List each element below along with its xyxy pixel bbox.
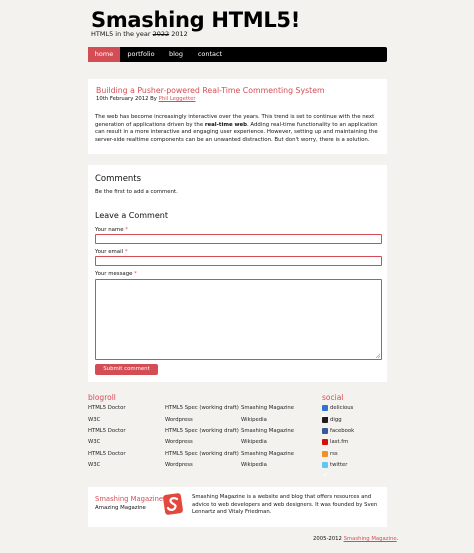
message-textarea[interactable] <box>95 279 382 360</box>
blogroll-link[interactable]: Wikipedia <box>241 439 267 445</box>
blogroll-link[interactable]: Smashing Magazine <box>241 451 295 457</box>
blogroll-link[interactable]: W3C <box>88 417 101 423</box>
social-link-facebook[interactable]: facebook <box>330 428 355 434</box>
post-body-text-1: The web has become increasingly interactive over the years. This trend is set to continue with the next generation of applications driven by the <box>95 114 375 128</box>
blogroll-link[interactable]: HTML5 Doctor <box>88 405 126 411</box>
blogroll-link[interactable]: Wikipedia <box>241 417 267 423</box>
comments-heading: Comments <box>95 174 142 184</box>
blogroll-heading: blogroll <box>88 393 116 402</box>
message-label-text: Your message <box>95 271 135 277</box>
required-mark: * <box>125 227 128 233</box>
tagline-prefix: HTML5 in the year <box>91 30 153 38</box>
site-tagline <box>91 30 188 38</box>
name-label-text: Your name <box>95 227 126 233</box>
email-label-text: Your email <box>95 249 125 255</box>
blogroll-link[interactable]: Smashing Magazine <box>241 428 295 434</box>
name-input[interactable] <box>95 234 382 244</box>
post-body <box>95 114 385 144</box>
resize-handle-icon[interactable] <box>375 353 380 358</box>
email-field-label <box>95 249 128 255</box>
post-date: 10th February 2012 By <box>96 96 159 102</box>
blogroll-link[interactable]: HTML5 Doctor <box>88 451 126 457</box>
social-heading: social <box>322 393 344 402</box>
post-title[interactable]: Building a Pusher-powered Real-Time Commenting System <box>96 86 325 95</box>
blogroll-link[interactable]: HTML5 Doctor <box>88 428 126 434</box>
message-field-label <box>95 271 137 277</box>
post-author-link[interactable]: Phil Leggetter <box>158 96 196 102</box>
post-body-bold: real-time web <box>204 121 247 128</box>
blogroll-link[interactable]: Wordpress <box>165 417 193 423</box>
copyright-years: 2005-2012 <box>313 536 344 542</box>
about-subtitle: Amazing Magazine <box>95 505 146 511</box>
blogroll-link[interactable]: Wordpress <box>165 462 193 468</box>
post-body-text-2: . Adding real-time functionality to an application can result in a more interactive and engaging user experience. However, setting up and maintaining the server-side realtime components can be an unwanted distraction. But don't worry, there is a solution. <box>95 121 378 143</box>
nav-item-contact[interactable]: contact <box>197 50 223 58</box>
blogroll-link[interactable]: W3C <box>88 439 101 445</box>
required-mark: * <box>124 249 128 255</box>
copyright-link[interactable]: Smashing Magazine <box>343 536 397 542</box>
required-mark: * <box>134 271 137 277</box>
main-nav <box>88 47 387 62</box>
smashing-logo-icon <box>162 493 184 515</box>
blogroll-link[interactable]: HTML5 Spec (working draft) <box>165 451 239 457</box>
facebook-icon[interactable] <box>322 428 328 434</box>
social-link-rss[interactable]: rss <box>330 451 338 457</box>
lastfm-icon[interactable] <box>322 439 328 445</box>
nav-item-home[interactable]: home <box>88 47 120 62</box>
blogroll-link[interactable]: Wordpress <box>165 439 193 445</box>
copyright <box>313 536 398 542</box>
about-description: Smashing Magazine is a website and blog that offers resources and advice to web developers and web designers. It was founded by Sven Lennartz and Vitaly Friedman. <box>192 494 378 515</box>
copyright-end: . <box>396 536 399 542</box>
comment-form-heading: Leave a Comment <box>95 211 168 220</box>
blogroll-link[interactable]: Smashing Magazine <box>241 405 295 411</box>
rss-icon[interactable] <box>322 451 328 457</box>
nav-item-portfolio[interactable]: portfolio <box>127 50 155 58</box>
social-link-delicious[interactable]: delicious <box>330 405 354 411</box>
digg-icon[interactable] <box>322 417 328 423</box>
blogroll-link[interactable]: W3C <box>88 462 101 468</box>
name-field-label <box>95 227 128 233</box>
email-input[interactable] <box>95 256 382 266</box>
tagline-struck-year: 2022 <box>152 30 170 38</box>
blogroll-link[interactable]: HTML5 Spec (working draft) <box>165 405 239 411</box>
submit-comment-button[interactable]: Submit comment <box>95 364 158 375</box>
delicious-icon[interactable] <box>322 405 328 411</box>
post-meta <box>96 96 196 102</box>
nav-item-blog[interactable]: blog <box>168 50 184 58</box>
social-link-digg[interactable]: digg <box>330 417 342 423</box>
social-link-lastfm[interactable]: last.fm <box>330 439 349 445</box>
site-title[interactable]: Smashing HTML5! <box>91 8 300 32</box>
twitter-icon[interactable] <box>322 462 328 468</box>
blogroll-link[interactable]: HTML5 Spec (working draft) <box>165 428 239 434</box>
about-name: Smashing Magazine <box>95 495 164 503</box>
comments-empty-message: Be the first to add a comment. <box>95 189 178 195</box>
blogroll-link[interactable]: Wikipedia <box>241 462 267 468</box>
social-link-twitter[interactable]: twitter <box>330 462 348 468</box>
tagline-suffix: 2012 <box>169 30 188 38</box>
